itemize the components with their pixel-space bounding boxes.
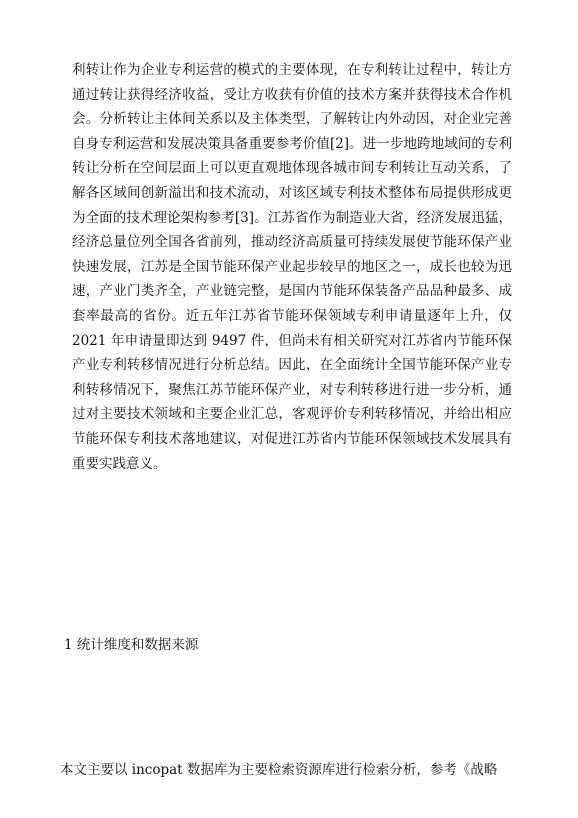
body-paragraph: 利转让作为企业专利运营的模式的主要体现，在专利转让过程中，转让方通过转让获得经济收益，受让方收获有价值的技术方案并获得技术合作机会。分析转让主体间关系以及主体类型，了解转让内外动因，对企业完善自身专利运营和发展决策具备重要参考价值[2]。进一步地跨地域间的专利转让分析在空间层面上可以更直观地体现各城市间专利转让互动关系，了解各区域间创新溢出和技术流动，对该区域专利技术整体布局提供形成更为全面的技术理论架构参考[3]。江苏省作为制造业大省，经济发展迅猛，经济总量位列全国各省前列，推动经济高质量可持续发展使节能环保产业快速发展，江苏是全国节能环保产业起步较早的地区之一，成长也较为迅速，产业门类齐全，产业链完整，是国内节能环保装备产品品种最多、成套率最高的省份。近五年江苏省节能环保领域专利申请量逐年上升，仅 2021 年申请量即达到 9497 件，但尚未有相关研究对江苏省内节能环保产业专利转移情况进行分析总结。因此，在全面统计全国节能环保产业专利转移情况下，聚焦江苏节能环保产业，对专利转移进行进一步分析，通过对主要技术领域和主要企业汇总，客观评价专利转移情况，并给出相应节能环保专利技术落地建议，对促进江苏省内节能环保领域技术发展具有重要实践意义。 xyxy=(72,62,512,472)
body-paragraph-continued: 本文主要以 incopat 数据库为主要检索资源库进行检索分析，参考《战略 xyxy=(60,762,498,778)
section-heading: 1 统计维度和数据来源 xyxy=(64,637,199,653)
